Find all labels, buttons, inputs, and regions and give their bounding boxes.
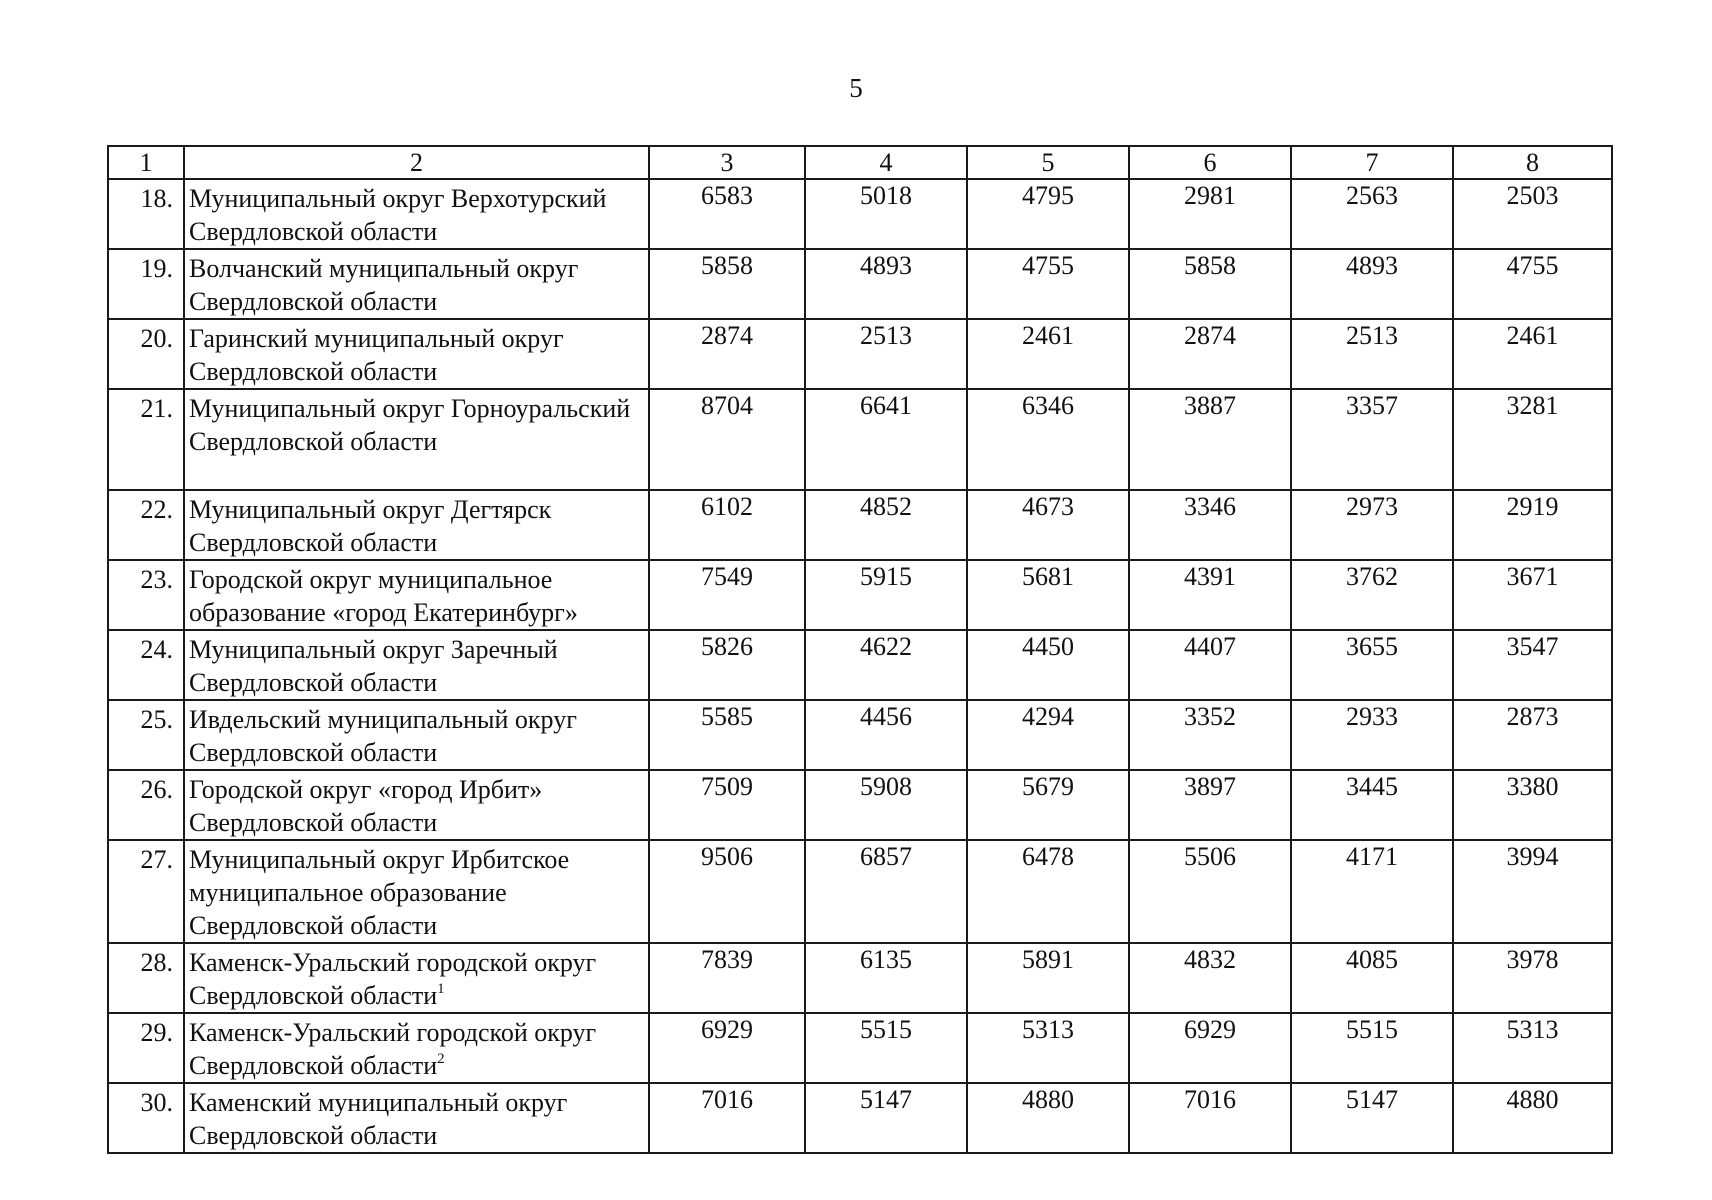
municipality-name [184, 770, 649, 840]
footnote-mark: 2 [437, 1051, 445, 1067]
value-cell: 6641 [805, 389, 967, 490]
table-row [108, 1083, 1612, 1153]
value-cell: 5679 [967, 770, 1129, 840]
municipality-name-text: Гаринский муниципальный округ Свердловской области [189, 324, 564, 386]
value-cell: 7509 [649, 770, 805, 840]
row-number: 19. [108, 249, 184, 319]
value-cell: 2513 [805, 319, 967, 389]
municipality-name-text: Волчанский муниципальный округ Свердловской области [189, 254, 579, 316]
value-cell: 5908 [805, 770, 967, 840]
value-cell: 6929 [1129, 1013, 1291, 1083]
value-cell: 5313 [1453, 1013, 1612, 1083]
value-cell: 3357 [1291, 389, 1453, 490]
row-number: 25. [108, 700, 184, 770]
municipality-name-text: Городской округ муниципальное образование «город Екатеринбург» [189, 565, 578, 627]
value-cell: 4893 [805, 249, 967, 319]
value-cell: 2461 [1453, 319, 1612, 389]
value-cell: 2973 [1291, 490, 1453, 560]
value-cell: 3547 [1453, 630, 1612, 700]
value-cell: 2981 [1129, 179, 1291, 249]
municipality-name-text: Муниципальный округ Ирбитское муниципальное образование Свердловской области [189, 845, 570, 940]
municipality-name [184, 943, 649, 1013]
value-cell: 4832 [1129, 943, 1291, 1013]
municipality-name [184, 630, 649, 700]
municipality-name-text: Каменск-Уральский городской округ Свердловской области [189, 948, 597, 1010]
table-row [108, 319, 1612, 389]
value-cell: 3655 [1291, 630, 1453, 700]
column-header: 3 [649, 146, 805, 179]
value-cell: 5313 [967, 1013, 1129, 1083]
value-cell: 6102 [649, 490, 805, 560]
value-cell: 5915 [805, 560, 967, 630]
value-cell: 5506 [1129, 840, 1291, 943]
value-cell: 5858 [649, 249, 805, 319]
municipality-name-text: Каменский муниципальный округ Свердловской области [189, 1088, 568, 1150]
value-cell: 3346 [1129, 490, 1291, 560]
value-cell: 3897 [1129, 770, 1291, 840]
value-cell: 5858 [1129, 249, 1291, 319]
footnote-mark: 1 [437, 981, 445, 997]
value-cell: 4673 [967, 490, 1129, 560]
municipality-name [184, 389, 649, 490]
municipality-name-text: Ивдельский муниципальный округ Свердловской области [189, 705, 577, 767]
column-header: 8 [1453, 146, 1612, 179]
value-cell: 3994 [1453, 840, 1612, 943]
value-cell: 3352 [1129, 700, 1291, 770]
value-cell: 5018 [805, 179, 967, 249]
row-number: 21. [108, 389, 184, 490]
value-cell: 2874 [1129, 319, 1291, 389]
value-cell: 4294 [967, 700, 1129, 770]
header-row [108, 146, 1612, 179]
value-cell: 4456 [805, 700, 967, 770]
value-cell: 4450 [967, 630, 1129, 700]
value-cell: 6929 [649, 1013, 805, 1083]
table-row [108, 1013, 1612, 1083]
value-cell: 6478 [967, 840, 1129, 943]
municipality-name [184, 560, 649, 630]
row-number: 26. [108, 770, 184, 840]
row-number: 28. [108, 943, 184, 1013]
table-row [108, 630, 1612, 700]
municipality-name [184, 1013, 649, 1083]
value-cell: 5515 [805, 1013, 967, 1083]
value-cell: 6346 [967, 389, 1129, 490]
table-row [108, 943, 1612, 1013]
column-header: 7 [1291, 146, 1453, 179]
value-cell: 3445 [1291, 770, 1453, 840]
value-cell: 7839 [649, 943, 805, 1013]
municipality-name-text: Каменск-Уральский городской округ Свердловской области [189, 1018, 597, 1080]
municipality-name [184, 249, 649, 319]
table-row [108, 490, 1612, 560]
value-cell: 5826 [649, 630, 805, 700]
value-cell: 2874 [649, 319, 805, 389]
column-header: 1 [108, 146, 184, 179]
municipality-name-text: Муниципальный округ Дегтярск Свердловской области [189, 495, 552, 557]
value-cell: 3762 [1291, 560, 1453, 630]
value-cell: 4755 [967, 249, 1129, 319]
municipality-name [184, 179, 649, 249]
value-cell: 3281 [1453, 389, 1612, 490]
value-cell: 2919 [1453, 490, 1612, 560]
value-cell: 2503 [1453, 179, 1612, 249]
value-cell: 2461 [967, 319, 1129, 389]
municipality-name-text: Муниципальный округ Заречный Свердловской области [189, 635, 558, 697]
row-number: 20. [108, 319, 184, 389]
table-row [108, 770, 1612, 840]
value-cell: 4755 [1453, 249, 1612, 319]
value-cell: 4391 [1129, 560, 1291, 630]
value-cell: 3671 [1453, 560, 1612, 630]
value-cell: 5891 [967, 943, 1129, 1013]
value-cell: 4880 [967, 1083, 1129, 1153]
value-cell: 2933 [1291, 700, 1453, 770]
row-number: 27. [108, 840, 184, 943]
municipality-name [184, 1083, 649, 1153]
value-cell: 5147 [805, 1083, 967, 1153]
municipality-name-text: Муниципальный округ Горноуральский Свердловской области [189, 394, 631, 456]
row-number: 24. [108, 630, 184, 700]
value-cell: 5515 [1291, 1013, 1453, 1083]
table-row [108, 249, 1612, 319]
table-row [108, 560, 1612, 630]
row-number: 23. [108, 560, 184, 630]
municipality-name-text: Муниципальный округ Верхотурский Свердловской области [189, 184, 607, 246]
value-cell: 3887 [1129, 389, 1291, 490]
value-cell: 7549 [649, 560, 805, 630]
value-cell: 2563 [1291, 179, 1453, 249]
value-cell: 4085 [1291, 943, 1453, 1013]
value-cell: 4795 [967, 179, 1129, 249]
value-cell: 9506 [649, 840, 805, 943]
value-cell: 4171 [1291, 840, 1453, 943]
value-cell: 4622 [805, 630, 967, 700]
value-cell: 3380 [1453, 770, 1612, 840]
table-row [108, 179, 1612, 249]
page-number: 5 [849, 73, 863, 103]
table-row [108, 700, 1612, 770]
value-cell: 2873 [1453, 700, 1612, 770]
value-cell: 5681 [967, 560, 1129, 630]
value-cell: 5147 [1291, 1083, 1453, 1153]
value-cell: 2513 [1291, 319, 1453, 389]
municipality-name [184, 700, 649, 770]
value-cell: 7016 [649, 1083, 805, 1153]
municipality-name [184, 490, 649, 560]
municipality-name [184, 319, 649, 389]
municipality-name [184, 840, 649, 943]
value-cell: 4852 [805, 490, 967, 560]
column-header: 4 [805, 146, 967, 179]
value-cell: 4893 [1291, 249, 1453, 319]
value-cell: 7016 [1129, 1083, 1291, 1153]
row-number: 22. [108, 490, 184, 560]
value-cell: 3978 [1453, 943, 1612, 1013]
row-number: 30. [108, 1083, 184, 1153]
value-cell: 4407 [1129, 630, 1291, 700]
column-header: 6 [1129, 146, 1291, 179]
data-table [107, 145, 1613, 1154]
table-row [108, 389, 1612, 490]
column-header: 2 [184, 146, 649, 179]
value-cell: 6135 [805, 943, 967, 1013]
value-cell: 4880 [1453, 1083, 1612, 1153]
municipality-name-text: Городской округ «город Ирбит» Свердловской области [189, 775, 543, 837]
column-header: 5 [967, 146, 1129, 179]
row-number: 29. [108, 1013, 184, 1083]
value-cell: 8704 [649, 389, 805, 490]
value-cell: 6583 [649, 179, 805, 249]
table-row [108, 840, 1612, 943]
row-number: 18. [108, 179, 184, 249]
value-cell: 5585 [649, 700, 805, 770]
value-cell: 6857 [805, 840, 967, 943]
